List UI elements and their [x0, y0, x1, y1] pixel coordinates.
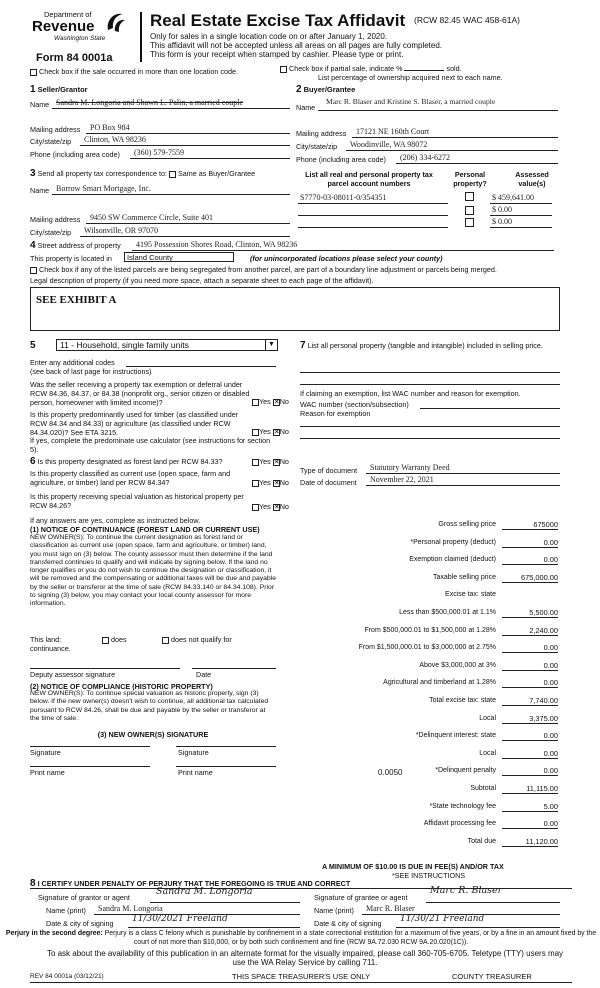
county-select[interactable]: [124, 252, 234, 262]
partial-sale-label-2: sold.: [446, 64, 462, 73]
section3-header: [30, 168, 255, 181]
dor-logo: [30, 10, 130, 52]
calc-label-4: Excise tax: state: [445, 591, 496, 599]
section4-number: 4: [30, 240, 36, 251]
new-owner-sig-title: (3) NEW OWNER(S) SIGNATURE: [97, 730, 209, 739]
calc-label-13: Local: [479, 749, 496, 757]
if-any-yes-note: If any answers are yes, complete as instructed below.: [30, 516, 201, 525]
exemption-yes-checkbox[interactable]: [252, 399, 259, 406]
wac-label: WAC number (section/subsection): [300, 400, 409, 409]
assessed-value-3[interactable]: $ 0.00: [492, 217, 512, 226]
does-label: does: [111, 635, 127, 644]
historic-notice-title: (2) NOTICE OF COMPLIANCE (HISTORIC PROPERTY): [30, 682, 213, 691]
historic-yes-label: Yes: [259, 502, 271, 511]
timber-yes-checkbox[interactable]: [252, 429, 259, 436]
calc-label-10: Total excise tax: state: [429, 697, 496, 704]
calc-value-12[interactable]: 0.00: [543, 731, 558, 741]
current-use-yes-checkbox[interactable]: [252, 480, 259, 487]
historic-yes-checkbox[interactable]: [252, 504, 259, 511]
section1-header: [30, 84, 88, 97]
reason-label: Reason for exemption: [300, 409, 371, 418]
assessed-value-header: Assessed value(s): [515, 170, 549, 188]
calc-value-line-9: [502, 687, 558, 688]
calc-label-18: Total due: [467, 837, 496, 845]
personal-property-header: Personal property?: [453, 170, 487, 188]
calc-value-8[interactable]: 0.00: [543, 660, 558, 670]
calc-value-line-0: [502, 529, 558, 530]
partial-sale-row: [280, 64, 462, 73]
dept-line1: Department of: [44, 10, 92, 19]
calc-value-3[interactable]: 675,000.00: [521, 572, 558, 582]
buyer-phone[interactable]: (206) 334-6272: [400, 153, 450, 162]
grantee-sig-label: Signature of grantee or agent: [314, 893, 408, 902]
header-sub1: Only for sales in a single location code on or after January 1, 2020.: [150, 32, 388, 41]
calc-value-line-2: [502, 564, 558, 565]
calc-value-line-15: [502, 793, 558, 794]
buyer-mail[interactable]: 17121 NE 160th Court: [356, 127, 430, 136]
seller-mail[interactable]: PO Box 984: [90, 123, 130, 132]
multi-location-checkbox[interactable]: [30, 69, 37, 76]
section3-number: 3: [30, 168, 36, 179]
calc-value-16[interactable]: 5.00: [543, 801, 558, 811]
seller-mail-label: Mailing address: [30, 125, 81, 134]
current-use-yes-no: [252, 478, 289, 487]
forest-yes-label: Yes: [259, 457, 271, 466]
additional-codes-label: Enter any additional codes: [30, 358, 115, 367]
grantee-name[interactable]: Marc R. Blaser: [366, 904, 415, 913]
forest-question-row: [30, 456, 252, 469]
segregated-checkbox[interactable]: [30, 267, 37, 274]
corr-name-label: Name: [30, 186, 50, 195]
exemption-yes-label: Yes: [259, 397, 271, 406]
buyer-mail-label: Mailing address: [296, 129, 347, 138]
form-title: Real Estate Excise Tax Affidavit: [150, 11, 406, 30]
does-checkbox[interactable]: [102, 637, 109, 644]
county-value: Island County: [127, 253, 173, 262]
section5-number: 5: [30, 340, 36, 351]
calc-value-1[interactable]: 0.00: [543, 537, 558, 547]
buyer-city-label: City/state/zip: [296, 142, 338, 151]
cert-text: I CERTIFY UNDER PENALTY OF PERJURY THAT THE FOREGOING IS TRUE AND CORRECT: [37, 879, 351, 888]
calc-value-line-17: [502, 828, 558, 829]
owner-sig-label-2: Signature: [178, 748, 209, 757]
calc-value-10[interactable]: 7,740.00: [529, 696, 558, 705]
corr-mail[interactable]: 9450 SW Commerce Circle, Suite 401: [90, 213, 213, 222]
multi-location-label: Check box if the sale occurred in more than one location code.: [39, 67, 238, 76]
calc-value-line-11: [502, 723, 558, 724]
exemption-no-label: No: [279, 397, 289, 406]
forest-yes-no: [252, 457, 289, 466]
same-as-buyer-label: Same as Buyer/Grantee: [178, 169, 256, 178]
wac-hint: If claiming an exemption, list WAC number and reason for exemption.: [300, 389, 521, 398]
form-number: Form 84 0001a: [36, 52, 113, 64]
section1-number: 1: [30, 84, 36, 95]
corr-name[interactable]: Borrow Smart Mortgage, Inc.: [56, 184, 151, 193]
assessed-value-2[interactable]: $ 0.00: [492, 205, 512, 214]
historic-question: Is this property receiving special valuation as historical property per RCW 84.26?: [30, 492, 244, 510]
grantee-date-city[interactable]: 11/30/21 Freeland: [400, 914, 485, 924]
seller-city-label: City/state/zip: [30, 137, 72, 146]
historic-no-checkbox[interactable]: [273, 504, 280, 511]
parcel-header: List all real and personal property tax parcel account numbers: [305, 170, 433, 188]
header-divider: [140, 12, 142, 62]
section8-number: 8: [30, 878, 36, 889]
section1-title: Seller/Grantor: [37, 85, 88, 94]
grantee-date-label: Date & city of signing: [314, 919, 382, 928]
calc-label-9: Agricultural and timberland at 1.28%: [383, 679, 496, 687]
calc-label-15: Subtotal: [470, 785, 496, 792]
exemption-question: Was the seller receiving a property tax exemption or deferral under RCW 84.36, 84.37, or 84.38 (nonprofit org., senior citizen or disabled person, homeowner with limited income)?: [30, 380, 250, 407]
calc-value-line-12: [502, 740, 558, 741]
calc-label-7: From $1,500,000.01 to $3,000,000 at 2.75%: [358, 644, 496, 652]
forest-yes-checkbox[interactable]: [252, 459, 259, 466]
buyer-city[interactable]: Woodinville, WA 98072: [350, 140, 428, 149]
alt-format-notice: To ask about the availability of this publication in an alternate format for the visually impaired, please call 360-705-6705. Teletype (TTY) users may use the WA Relay Service by calling 711.: [46, 949, 564, 967]
calc-value-0[interactable]: 675000: [533, 520, 558, 529]
calc-label-1: *Personal property (deduct): [410, 538, 496, 546]
multi-location-row: [30, 67, 238, 76]
doc-date-label: Date of document: [300, 478, 357, 487]
land-use-value: 11 - Household, single family units: [60, 340, 189, 350]
see-instructions: *SEE INSTRUCTIONS: [392, 871, 466, 880]
timber-no-label: No: [279, 427, 289, 436]
deputy-sig-label: Deputy assessor signature: [30, 670, 116, 679]
calc-value-5[interactable]: 5,500.00: [529, 608, 558, 617]
section6-number: 6: [30, 456, 36, 467]
calc-label-0: Gross selling price: [438, 521, 496, 528]
calc-label-8: Above $3,000,000 at 3%: [419, 661, 496, 669]
form-title-ref: (RCW 82.45 WAC 458-61A): [414, 15, 520, 25]
partial-list-note: List percentage of ownership acquired next to each name.: [318, 73, 503, 82]
buyer-name[interactable]: Marc R. Blaser and Kristine S. Blaser, a married couple: [326, 97, 496, 106]
owner-print-label-1: Print name: [30, 768, 65, 777]
calc-value-13[interactable]: 0.00: [543, 748, 558, 758]
segregated-label: Check box if any of the listed parcels are being segregated from another parcel, are part of a boundary line adjustment or parcels being merged.: [39, 265, 497, 274]
deputy-date-label: Date: [196, 670, 212, 679]
grantee-signature[interactable]: Marc R. Blaser: [430, 885, 503, 896]
codes-note: (see back of last page for instructions): [30, 367, 152, 376]
corr-city[interactable]: Wilsonville, OR 97070: [84, 226, 159, 235]
treasurer-use: THIS SPACE TREASURER'S USE ONLY: [232, 972, 371, 981]
calc-label-16: *State technology fee: [429, 802, 496, 810]
calc-value-line-14: [502, 775, 558, 776]
grantor-date-label: Date & city of signing: [46, 919, 114, 928]
seller-name-label: Name: [30, 100, 50, 109]
segregated-row: [30, 265, 590, 274]
calc-label-3: Taxable selling price: [432, 573, 496, 581]
same-as-buyer-checkbox[interactable]: [169, 171, 176, 178]
header-sub3: [150, 50, 403, 60]
section7-number: 7: [300, 340, 306, 351]
does-option: [102, 635, 127, 644]
this-land-row: [30, 635, 61, 644]
min-due-note: A MINIMUM OF $10.00 IS DUE IN FEE(S) AND/OR TAX: [322, 862, 504, 871]
exemption-no-checkbox[interactable]: [273, 399, 280, 406]
current-use-no-checkbox[interactable]: [273, 480, 280, 487]
historic-notice-body: NEW OWNER(S): To continue special valuation as historic property, sign (3) below. If the new owner(s) doesn't wish to continue, all additional tax calculated pursuant to RCW 84.26, shall be due and payable by the seller or transferor at the time of sale.: [30, 690, 269, 722]
section2-number: 2: [296, 84, 302, 95]
legal-desc-box[interactable]: [30, 287, 560, 331]
calc-value-7[interactable]: 0.00: [543, 643, 558, 653]
historic-yes-no: [252, 502, 289, 511]
calc-value-line-8: [502, 670, 558, 671]
continuance-title: (1) NOTICE OF CONTINUANCE (FOREST LAND OR CURRENT USE): [30, 525, 260, 534]
calc-value-line-1: [502, 547, 558, 548]
grantor-date-city[interactable]: 11/30/2021 Freeland: [132, 914, 228, 924]
current-use-question: Is this property classified as current use (open space, farm and agriculture, or timber) land per RCW 84.34?: [30, 469, 231, 487]
buyer-name-label: Name: [296, 103, 316, 112]
rev-number: REV 84 0001a (03/12/21): [30, 973, 104, 980]
calc-value-line-16: [502, 811, 558, 812]
perjury-notice: [4, 930, 598, 947]
section2-title: Buyer/Grantee: [303, 85, 356, 94]
calc-value-line-6: [502, 635, 558, 636]
personal-property-checkbox-2[interactable]: [465, 205, 474, 215]
header-sub3-text: This form is your receipt when stamped by cashier. Please type or print.: [150, 50, 404, 59]
perjury-bold: Perjury in the second degree:: [5, 930, 103, 937]
grantor-sig-label: Signature of grantor or agent: [38, 893, 130, 902]
calc-value-line-13: [502, 758, 558, 759]
corr-city-label: City/state/zip: [30, 228, 72, 237]
this-land-label: This land:: [30, 635, 62, 644]
section3-text: Send all property tax correspondence to:: [37, 169, 168, 178]
property-street[interactable]: 4195 Possession Shores Road, Clinton, WA 98236: [136, 240, 298, 249]
timber-yes-label: Yes: [259, 427, 271, 436]
dept-line2: Revenue: [32, 18, 95, 35]
does-not-label: does not qualify for: [171, 635, 232, 644]
section4-street-row: [30, 240, 121, 253]
exemption-yes-no: [252, 397, 289, 406]
grantee-name-label: Name (print): [314, 906, 354, 915]
forest-question: Is this property designated as forest land per RCW 84.33?: [37, 457, 223, 466]
doc-type-label: Type of document: [300, 466, 358, 475]
calc-value-9[interactable]: 0.00: [543, 678, 558, 688]
parcel-number-1[interactable]: S7770-03-08011-0/354351: [300, 193, 387, 202]
owner-sig-label-1: Signature: [30, 748, 61, 757]
current-use-yes-label: Yes: [259, 478, 271, 487]
section2-header: [296, 84, 355, 97]
seller-city[interactable]: Clinton, WA 98236: [84, 135, 146, 144]
calc-value-15[interactable]: 11,115.00: [526, 784, 558, 793]
does-not-option: [162, 635, 232, 644]
local-rate: 0.0050: [378, 768, 403, 777]
partial-sale-label: Check box if partial sale, indicate %: [289, 64, 403, 73]
continuance-word: continuance.: [30, 644, 71, 653]
calc-value-11[interactable]: 3,375.00: [529, 713, 558, 723]
calc-label-12: *Delinquent interest: state: [415, 732, 496, 740]
personal-property-checkbox-1[interactable]: [465, 191, 474, 201]
county-treasurer: COUNTY TREASURER: [452, 972, 532, 981]
calc-label-14: *Delinquent penalty: [435, 767, 496, 775]
timber-question: Is this property predominantly used for timber (as classified under RCW 84.34 and 84.33) or agriculture (as classified under RCW 84.34.020)? See ETA 3215.: [30, 410, 239, 437]
calc-value-line-7: [502, 652, 558, 653]
grantor-name[interactable]: Sandra M. Longoria: [98, 904, 163, 913]
assessed-value-1[interactable]: $ 459,641.00: [492, 193, 534, 202]
calc-label-2: Exemption claimed (deduct): [409, 556, 496, 564]
historic-no-label: No: [279, 502, 289, 511]
land-use-select[interactable]: [56, 339, 278, 351]
located-note: (for unincorporated locations please select your county): [250, 254, 443, 263]
section7-text: List all personal property (tangible and intangible) included in selling price.: [307, 341, 543, 350]
current-use-no-label: No: [279, 478, 289, 487]
forest-no-label: No: [279, 457, 289, 466]
street-label: Street address of property: [37, 241, 121, 250]
calc-label-5: Less than $500,000.01 at 1.1%: [399, 609, 496, 616]
grantor-name-label: Name (print): [46, 906, 86, 915]
does-not-checkbox[interactable]: [162, 637, 169, 644]
calc-label-17: Affidavit processing fee: [423, 820, 496, 828]
calc-value-18[interactable]: 11,120.00: [525, 836, 558, 846]
doc-date-value[interactable]: November 22, 2021: [370, 475, 434, 484]
forest-no-checkbox[interactable]: [273, 459, 280, 466]
calc-value-line-3: [502, 582, 558, 583]
section7-row: [300, 340, 560, 353]
doc-type-value[interactable]: Statutory Warranty Deed: [370, 463, 450, 472]
perjury-text: Perjury is a class C felony which is punishable by confinement in a state correctional institution for a maximum of five years, or by a fine in an amount fixed by the court of not more than $10,000, or by both such confinement and fine (RCW 9A.72.030 RCW 9A.20.020(1C)).: [104, 930, 597, 946]
calc-value-line-5: [502, 617, 558, 618]
calc-value-17[interactable]: 0.00: [543, 819, 558, 829]
dor-swirl-icon: [104, 10, 126, 34]
predominate-note: If yes, complete the predominate use calculator (see instructions for section 5).: [30, 436, 271, 454]
legal-desc-text: SEE EXHIBIT A: [36, 294, 117, 306]
buyer-phone-label: Phone (including area code): [296, 155, 386, 164]
located-label: This property is located in: [30, 254, 112, 263]
owner-print-label-2: Print name: [178, 768, 213, 777]
calc-value-14[interactable]: 0.00: [543, 766, 558, 776]
header-sub2: This affidavit will not be accepted unless all areas on all pages are fully completed.: [150, 41, 443, 50]
continuance-body: NEW OWNER(S): To continue the current designation as forest land or classification as current use (open space, farm and agriculture, or timber) land, you must sign on (3) below. The county assessor must then determine if the land transferred continues to qualify and will indicate by signing below. If the land no longer qualifies or you do not wish to continue the designation or classification, it will be removed and the compensating or additional taxes will be due and payable by the seller or transferor at the time of sale (RCW 84.33.140 or 84.34.108). Prior to signing (3) below, you may contact your local county assessor for more information.: [30, 534, 276, 608]
dept-line3: Washington State: [54, 35, 106, 42]
partial-sale-checkbox[interactable]: [280, 66, 287, 73]
calc-label-11: Local: [479, 714, 496, 722]
corr-mail-label: Mailing address: [30, 215, 81, 224]
calc-value-6[interactable]: 2,240.00: [529, 625, 558, 635]
grantor-signature[interactable]: Sandra M. Longoria: [156, 886, 253, 897]
calc-label-6: From $500,000.01 to $1,500,000 at 1.28%: [364, 626, 496, 634]
personal-property-checkbox-3[interactable]: [465, 217, 474, 227]
dropdown-arrow-icon[interactable]: ▼: [265, 340, 277, 350]
timber-no-checkbox[interactable]: [273, 429, 280, 436]
legal-desc-label: Legal description of property (if you need more space, attach a separate sheet to each page of the affidavit).: [30, 276, 374, 285]
calc-value-line-18: [502, 846, 558, 847]
calc-value-line-10: [502, 705, 558, 706]
seller-phone-label: Phone (including area code): [30, 150, 120, 159]
seller-name[interactable]: Sandra M. Longoria and Shawn L. Palin, a married couple: [56, 98, 244, 107]
seller-phone[interactable]: (360) 579-7559: [134, 148, 184, 157]
calc-value-2[interactable]: 0.00: [543, 555, 558, 565]
timber-yes-no: [252, 427, 289, 436]
